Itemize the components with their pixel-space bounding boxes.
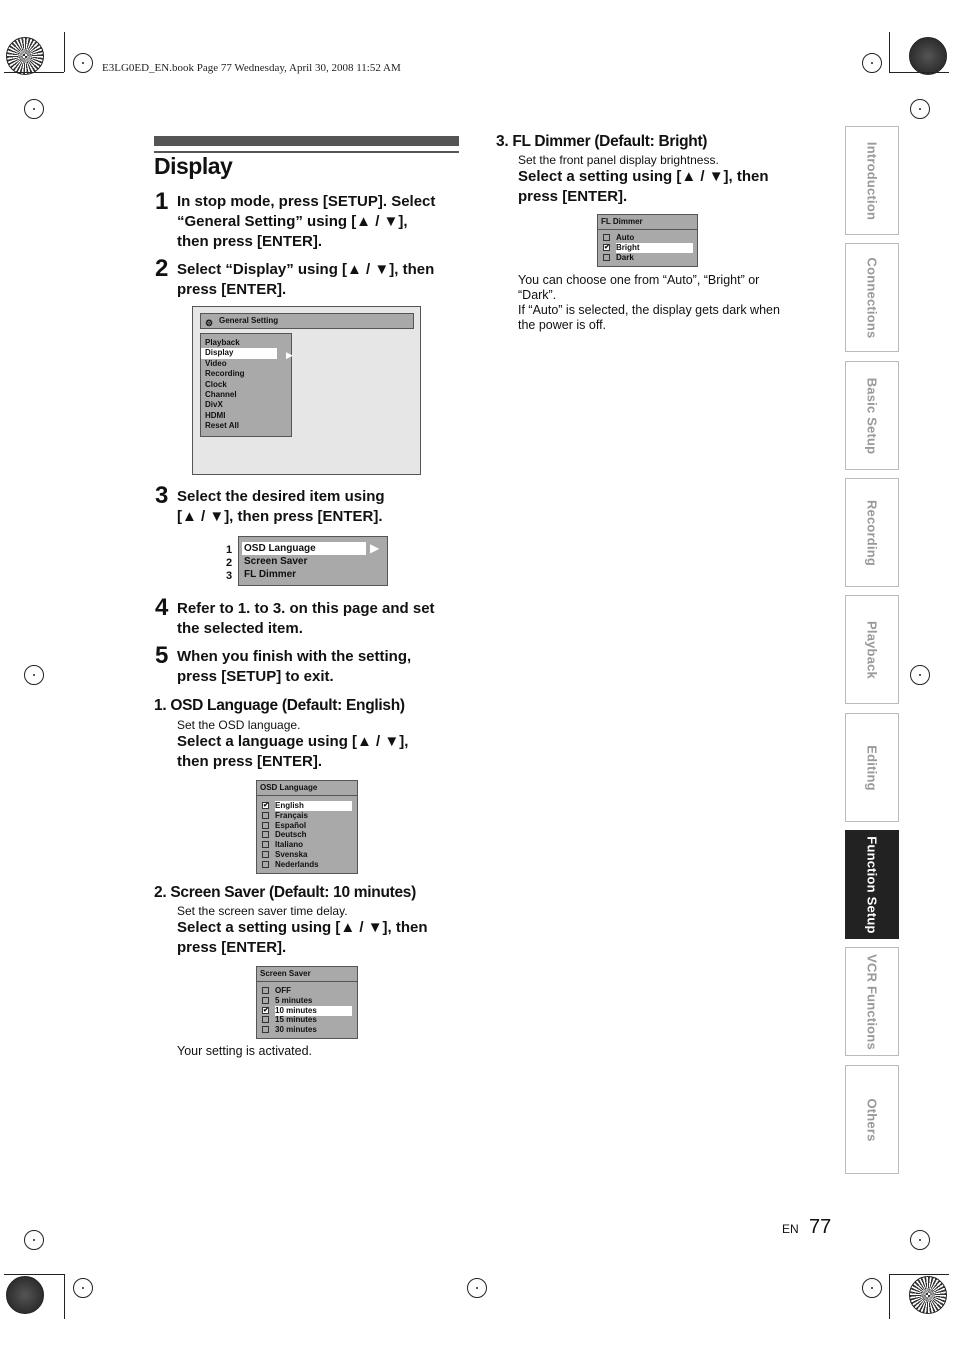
option-svenska[interactable] [257, 850, 357, 860]
instr-line: press [ENTER]. [177, 939, 287, 956]
section-heading-fl-dimmer: 3. FL Dimmer (Default: Bright) [496, 133, 708, 150]
play-arrow-icon: ▶ [286, 350, 293, 360]
crosshair-mark [24, 665, 44, 685]
step-line: When you finish with the setting, [177, 648, 412, 665]
fl-dimmer-notes [518, 273, 780, 333]
option-dark[interactable] [598, 253, 697, 263]
option-label: Bright [616, 243, 693, 253]
step-line: the selected item. [177, 620, 303, 637]
tab-label: Editing [864, 744, 880, 791]
crosshair-mark [467, 1278, 487, 1298]
display-menu-screen [238, 536, 388, 586]
instr-line: then press [ENTER]. [177, 753, 323, 770]
tab-label: VCR Functions [864, 953, 880, 1050]
display-item-numbers [226, 544, 232, 583]
option-label: English [275, 801, 352, 811]
option-nederlands[interactable] [257, 860, 357, 870]
instr-line: press [ENTER]. [518, 188, 628, 205]
step-line: Select “Display” using [▲ / ▼], then [177, 261, 435, 278]
option-deutsch[interactable] [257, 830, 357, 840]
section-instruction [518, 167, 769, 207]
checkbox-checked-icon: ✔ [604, 243, 610, 251]
option-espanol[interactable] [257, 821, 357, 831]
tab-label: Basic Setup [864, 377, 880, 454]
registration-dial-bottom-left [6, 1276, 44, 1314]
menu-item-osd-language[interactable]: OSD Language [242, 542, 366, 555]
tab-label: Connections [864, 257, 880, 338]
tab-vcr-functions[interactable] [845, 947, 899, 1056]
tab-label: Recording [864, 499, 880, 566]
screen-title: Screen Saver [257, 967, 357, 982]
checkbox-checked-icon: ✔ [263, 1006, 269, 1014]
step-number: 3 [155, 482, 169, 509]
checkbox-icon [262, 851, 269, 858]
crosshair-mark [73, 1278, 93, 1298]
crosshair-mark [73, 53, 93, 73]
registration-dial-top-right [909, 37, 947, 75]
menu-item-clock[interactable]: Clock [205, 379, 227, 389]
menu-item-recording[interactable]: Recording [205, 369, 245, 379]
menu-item-hdmi[interactable]: HDMI [205, 410, 226, 420]
step-line: press [ENTER]. [177, 281, 287, 298]
crop-line [4, 1274, 64, 1275]
section-desc: Set the screen saver time delay. [177, 904, 348, 918]
section-heading-screen-saver: 2. Screen Saver (Default: 10 minutes) [154, 884, 416, 901]
option-off[interactable] [257, 986, 357, 996]
option-label: Français [275, 810, 308, 820]
option-label: Español [275, 820, 307, 830]
option-label: 10 minutes [275, 1006, 352, 1016]
crosshair-mark [910, 665, 930, 685]
checkbox-icon [262, 861, 269, 868]
tab-recording[interactable] [845, 478, 899, 587]
step-line: Refer to 1. to 3. on this page and set [177, 600, 435, 617]
option-label: Auto [616, 233, 635, 242]
crop-line [889, 1274, 890, 1319]
step-number: 2 [155, 255, 169, 282]
instr-line: Select a setting using [▲ / ▼], then [518, 168, 769, 185]
tab-playback[interactable] [845, 595, 899, 704]
file-meta-header: E3LG0ED_EN.book Page 77 Wednesday, April 30, 2008 11:52 AM [102, 62, 401, 74]
option-label: Svenska [275, 849, 308, 859]
option-label: Dark [616, 252, 634, 262]
menu-item-playback[interactable]: Playback [205, 338, 240, 347]
option-15-minutes[interactable] [257, 1015, 357, 1025]
crosshair-mark [910, 99, 930, 119]
general-setting-screen [192, 306, 421, 475]
option-label: Italiano [275, 840, 304, 850]
tab-label: Introduction [864, 141, 880, 220]
menu-item-reset-all[interactable]: Reset All [205, 421, 239, 431]
option-30-minutes[interactable] [257, 1025, 357, 1035]
tab-basic-setup[interactable] [845, 361, 899, 470]
menu-item-video[interactable]: Video [205, 358, 227, 368]
tab-function-setup[interactable] [845, 830, 899, 939]
step-line: Select the desired item using [177, 488, 385, 505]
section-desc: Set the front panel display brightness. [518, 153, 719, 167]
step-text [177, 192, 435, 252]
menu-item-screen-saver[interactable]: Screen Saver [244, 556, 308, 567]
option-label: OFF [275, 986, 291, 995]
checkbox-icon [262, 822, 269, 829]
screen-title: FL Dimmer [598, 215, 697, 230]
option-10-minutes[interactable] [257, 1006, 357, 1016]
checkbox-icon [262, 997, 269, 1004]
crop-line [4, 72, 64, 73]
option-5-minutes[interactable] [257, 996, 357, 1006]
checkbox-icon [603, 234, 610, 241]
option-label: Nederlands [275, 859, 319, 869]
registration-dial-top-left [6, 37, 44, 75]
tab-introduction[interactable] [845, 126, 899, 235]
option-label: 30 minutes [275, 1025, 317, 1035]
section-instruction [177, 732, 408, 772]
option-italiano[interactable] [257, 840, 357, 850]
option-francais[interactable] [257, 811, 357, 821]
menu-item-display[interactable]: Display [201, 348, 277, 358]
tab-label: Others [864, 1097, 880, 1142]
option-english[interactable] [257, 801, 357, 811]
instr-line: Select a setting using [▲ / ▼], then [177, 919, 428, 936]
step-number: 1 [155, 188, 169, 215]
menu-item-channel[interactable]: Channel [205, 390, 237, 400]
screen-title-bar [200, 313, 414, 329]
section-heading-osd: 1. OSD Language (Default: English) [154, 697, 405, 714]
checkbox-icon [262, 812, 269, 819]
crop-line [64, 1274, 65, 1319]
fl-dimmer-screen [597, 214, 698, 267]
play-arrow-icon: ▶ [370, 541, 380, 555]
language-code: EN [782, 1222, 799, 1236]
checkbox-icon [262, 987, 269, 994]
step-number: 4 [155, 594, 169, 621]
option-auto[interactable] [598, 233, 697, 243]
checkbox-checked-icon: ✔ [263, 802, 269, 809]
crop-line [889, 72, 949, 73]
crosshair-mark [862, 53, 882, 73]
title-bar [154, 136, 459, 146]
osd-language-screen [256, 780, 358, 874]
section-instruction [177, 918, 428, 958]
note-line: the power is off. [518, 318, 607, 332]
menu-item-fl-dimmer[interactable]: FL Dimmer [244, 569, 297, 580]
crosshair-mark [24, 99, 44, 119]
checkbox-icon [262, 831, 269, 838]
step-line: [▲ / ▼], then press [ENTER]. [177, 508, 383, 525]
crop-line [64, 32, 65, 72]
step-text [177, 260, 434, 300]
step-line: then press [ENTER]. [177, 233, 323, 250]
note-line: If “Auto” is selected, the display gets dark when [518, 303, 780, 317]
section-desc: Set the OSD language. [177, 718, 301, 732]
screen-title: OSD Language [257, 781, 357, 796]
step-text [177, 599, 435, 639]
crosshair-mark [910, 1230, 930, 1250]
option-bright[interactable] [598, 243, 697, 253]
step-number: 5 [155, 642, 169, 669]
general-setting-menu [200, 333, 292, 437]
tab-label: Function Setup [864, 835, 880, 934]
step-line: In stop mode, press [SETUP]. Select [177, 193, 436, 210]
step-text [177, 647, 411, 687]
registration-dial-bottom-right [909, 1276, 947, 1314]
setting-note: Your setting is activated. [177, 1044, 313, 1058]
option-label: 15 minutes [275, 1015, 317, 1025]
screen-saver-screen [256, 966, 358, 1039]
option-label: 5 minutes [275, 995, 313, 1005]
crop-line [889, 1274, 949, 1275]
page-number: 77 [809, 1216, 832, 1238]
page-title: Display [154, 153, 233, 179]
checkbox-icon [262, 1026, 269, 1033]
checkbox-icon [262, 1016, 269, 1023]
tab-connections[interactable] [845, 243, 899, 352]
item-number: 3 [226, 570, 233, 582]
item-number: 1 [226, 544, 233, 556]
setup-icon: ⚙ [205, 318, 214, 328]
crosshair-mark [24, 1230, 44, 1250]
note-line: You can choose one from “Auto”, “Bright” or [518, 273, 760, 287]
option-label: Deutsch [275, 830, 307, 840]
checkbox-icon [603, 254, 610, 261]
step-text [177, 487, 385, 527]
screen-title: General Setting [219, 316, 279, 325]
crop-line [889, 32, 890, 72]
tab-others[interactable] [845, 1065, 899, 1174]
crosshair-mark [862, 1278, 882, 1298]
tab-editing[interactable] [845, 713, 899, 822]
tab-label: Playback [864, 620, 880, 679]
menu-item-divx[interactable]: DivX [205, 400, 223, 410]
step-line: “General Setting” using [▲ / ▼], [177, 213, 408, 230]
item-number: 2 [226, 557, 233, 569]
checkbox-icon [262, 841, 269, 848]
instr-line: Select a language using [▲ / ▼], [177, 733, 409, 750]
note-line: “Dark”. [518, 288, 557, 302]
step-line: press [SETUP] to exit. [177, 668, 334, 685]
